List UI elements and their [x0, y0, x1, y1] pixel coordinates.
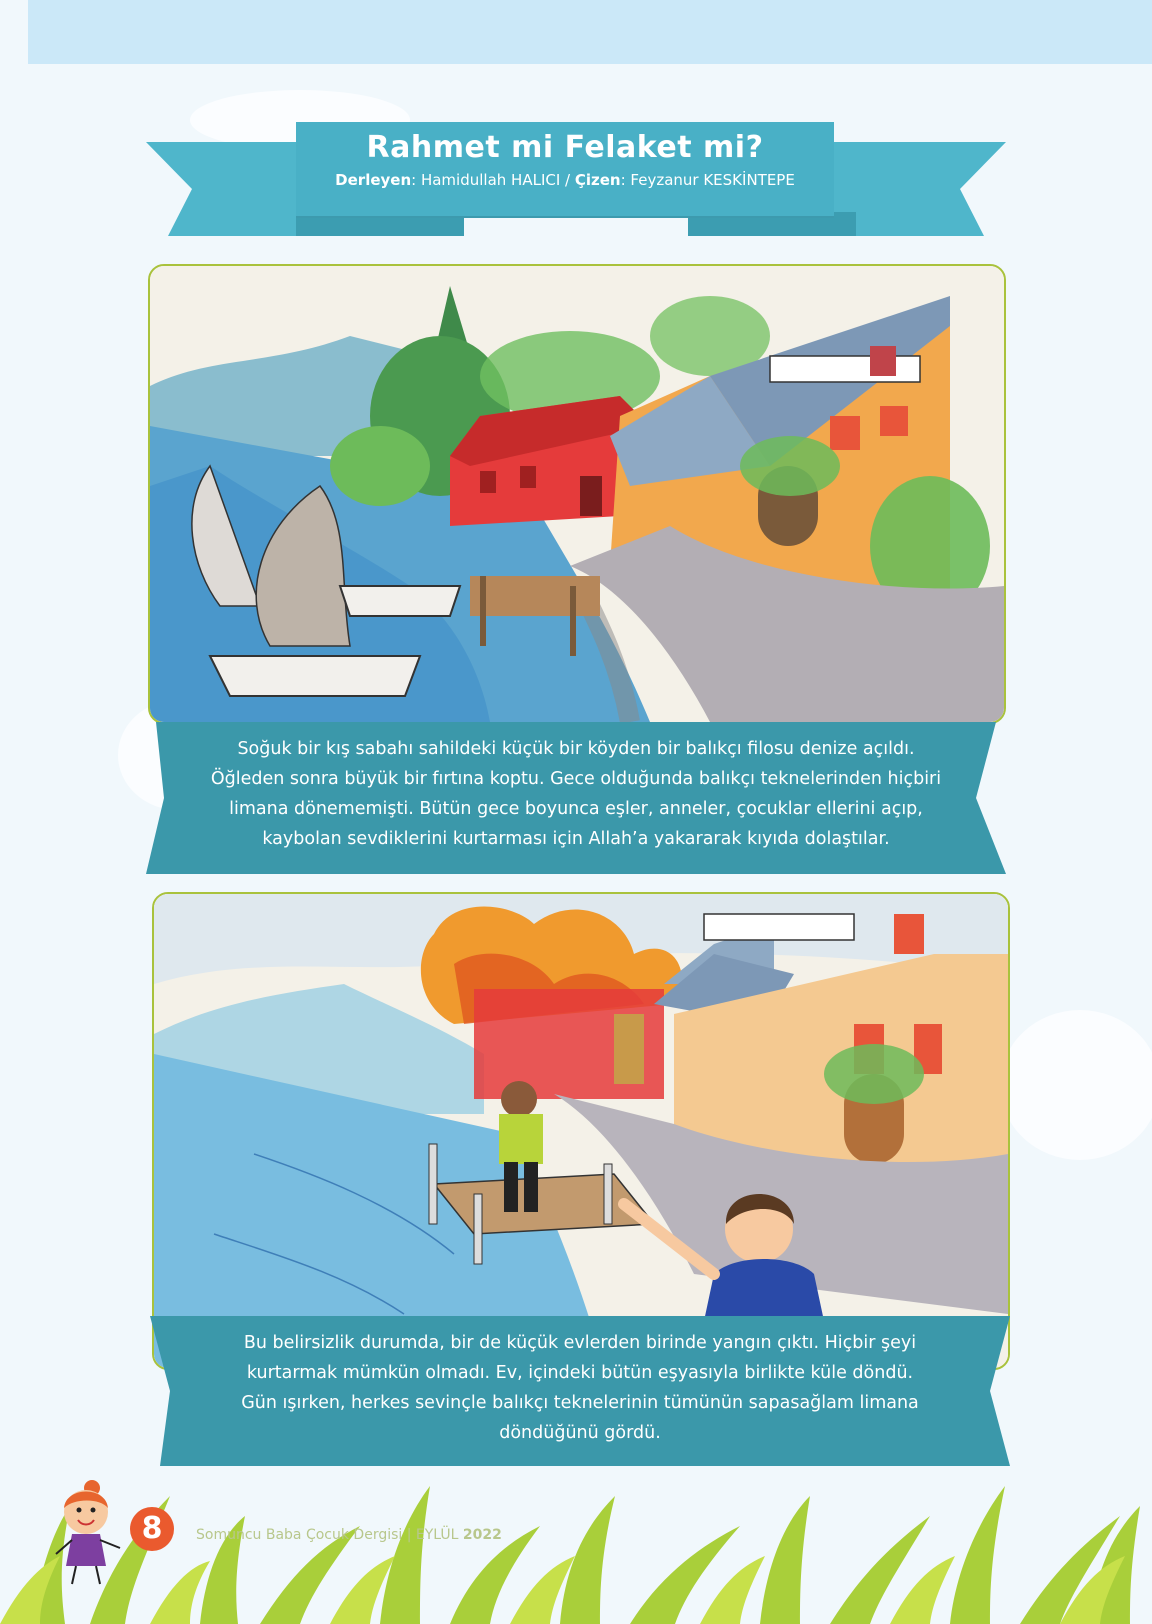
illustration-harbor-village [148, 264, 1006, 724]
illustrator-label: Çizen [574, 171, 621, 189]
caption-line: döndüğünü gördü. [499, 1423, 661, 1443]
caption-panel-1 [146, 722, 1006, 874]
caption-line: kaybolan sevdiklerini kurtarması için Allah’a yakararak kıyıda dolaştılar. [262, 829, 890, 849]
title-box [296, 122, 834, 216]
caption-line: Soğuk bir kış sabahı sahildeki küçük bir köyden bir balıkçı filosu denize açıldı. [237, 739, 915, 759]
compiler-name: : Hamidullah HALICI / [411, 171, 575, 189]
article-credits [296, 171, 834, 189]
issue-month: EYLÜL [415, 1527, 459, 1543]
caption-line: Gün ışırken, herkes sevinçle balıkçı teknelerinin tümünün sapasağlam limana [241, 1393, 919, 1413]
footer-magazine-info [196, 1527, 502, 1543]
background-cloud [1000, 1010, 1152, 1160]
caption-line: kurtarmak mümkün olmadı. Ev, içindeki bütün eşyasıyla birlikte küle döndü. [246, 1363, 914, 1383]
issue-year: 2022 [462, 1527, 502, 1543]
caption-panel-2 [150, 1316, 1010, 1466]
magazine-name: Somuncu Baba Çocuk Dergisi | [196, 1527, 416, 1543]
caption-line: Bu belirsizlik durumda, bir de küçük evlerden birinde yangın çıktı. Hiçbir şeyi [243, 1333, 917, 1353]
caption-line: Öğleden sonra büyük bir fırtına koptu. Gece olduğunda balıkçı teknelerinden hiçbiri [210, 769, 942, 789]
illustrator-name: : Feyzanur KESKİNTEPE [620, 171, 795, 189]
girl-mascot-icon [54, 1478, 124, 1588]
top-band [28, 0, 1152, 64]
illustration-house-fire [152, 892, 1010, 1370]
grass-decoration [0, 1466, 1152, 1624]
article-title: Rahmet mi Felaket mi? [366, 130, 764, 165]
page-number-badge: 8 [130, 1507, 174, 1551]
caption-text [146, 722, 1006, 854]
compiler-label: Derleyen [335, 171, 412, 189]
caption-line: limana dönememişti. Bütün gece boyunca eşler, anneler, çocuklar ellerini açıp, [229, 799, 923, 819]
caption-text [150, 1316, 1010, 1448]
